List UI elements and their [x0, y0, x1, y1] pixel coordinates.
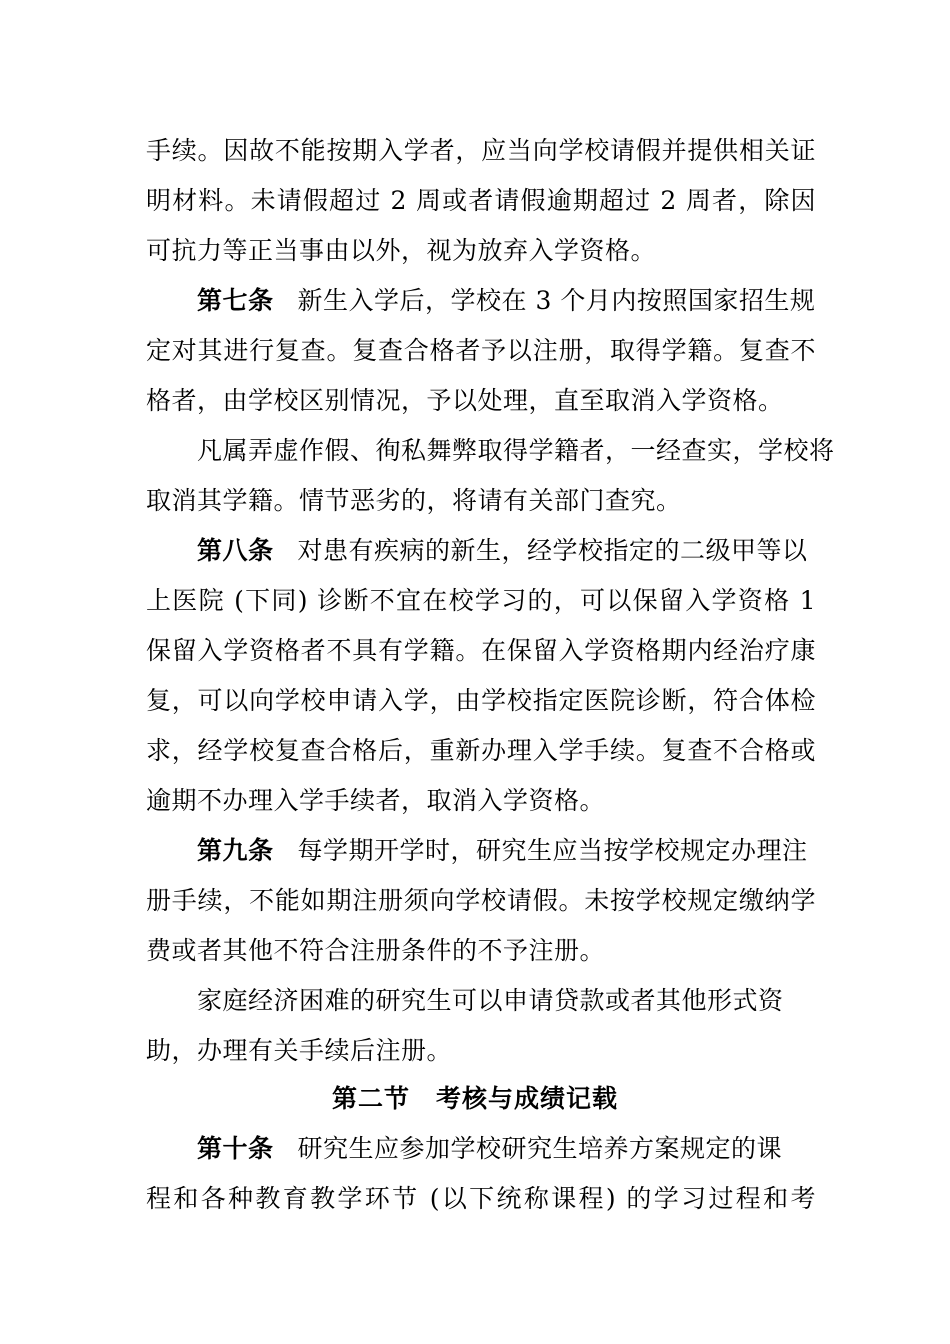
text-line: 保留入学资格者不具有学籍。在保留入学资格期内经治疗康	[146, 636, 816, 665]
text-line: 研究生应参加学校研究生培养方案规定的课	[297, 1134, 783, 1163]
text-line: 家庭经济困难的研究生可以申请贷款或者其他形式资	[197, 986, 784, 1015]
text-line: 手续。因故不能按期入学者，应当向学校请假并提供相关证	[146, 136, 816, 165]
text-line: 逾期不办理入学手续者，取消入学资格。	[146, 786, 606, 815]
article-10-first-line	[197, 1134, 817, 1164]
article-7-first-line	[197, 286, 817, 316]
text-line: 册手续，不能如期注册须向学校请假。未按学校规定缴纳学	[146, 886, 816, 915]
section-title: 第二节 考核与成绩记载	[331, 1084, 618, 1113]
text-line: 对患有疾病的新生，经学校指定的二级甲等以	[297, 536, 808, 565]
text-line: 程和各种教育教学环节 (以下统称课程) 的学习过程和考	[146, 1184, 816, 1213]
text-line: 每学期开学时，研究生应当按学校规定办理注	[297, 836, 808, 865]
text-line: 可抗力等正当事由以外，视为放弃入学资格。	[146, 236, 657, 265]
article-10-label: 第十条	[197, 1134, 274, 1163]
text-line: 费或者其他不符合注册条件的不予注册。	[146, 936, 606, 965]
text-line: 助，办理有关手续后注册。	[146, 1036, 453, 1065]
text-line: 格者，由学校区别情况，予以处理，直至取消入学资格。	[146, 386, 784, 415]
text-line: 凡属弄虚作假、徇私舞弊取得学籍者，一经查实，学校将	[197, 436, 835, 465]
text-line: 定对其进行复查。复查合格者予以注册，取得学籍。复查不	[146, 336, 816, 365]
text-line: 明材料。未请假超过 2 周或者请假逾期超过 2 周者，除因	[146, 186, 816, 215]
article-8-first-line	[197, 536, 817, 566]
article-7-label: 第七条	[197, 286, 274, 315]
text-line: 取消其学籍。情节恶劣的，将请有关部门查究。	[146, 486, 682, 515]
text-line: 求，经学校复查合格后，重新办理入学手续。复查不合格或	[146, 736, 816, 765]
article-9-first-line	[197, 836, 817, 866]
text-line: 复，可以向学校申请入学，由学校指定医院诊断，符合体检	[146, 686, 816, 715]
article-8-label: 第八条	[197, 536, 274, 565]
text-line: 新生入学后，学校在 3 个月内按照国家招生规	[297, 286, 816, 315]
article-9-label: 第九条	[197, 836, 274, 865]
text-line: 上医院 (下同) 诊断不宜在校学习的，可以保留入学资格 1	[146, 586, 816, 615]
